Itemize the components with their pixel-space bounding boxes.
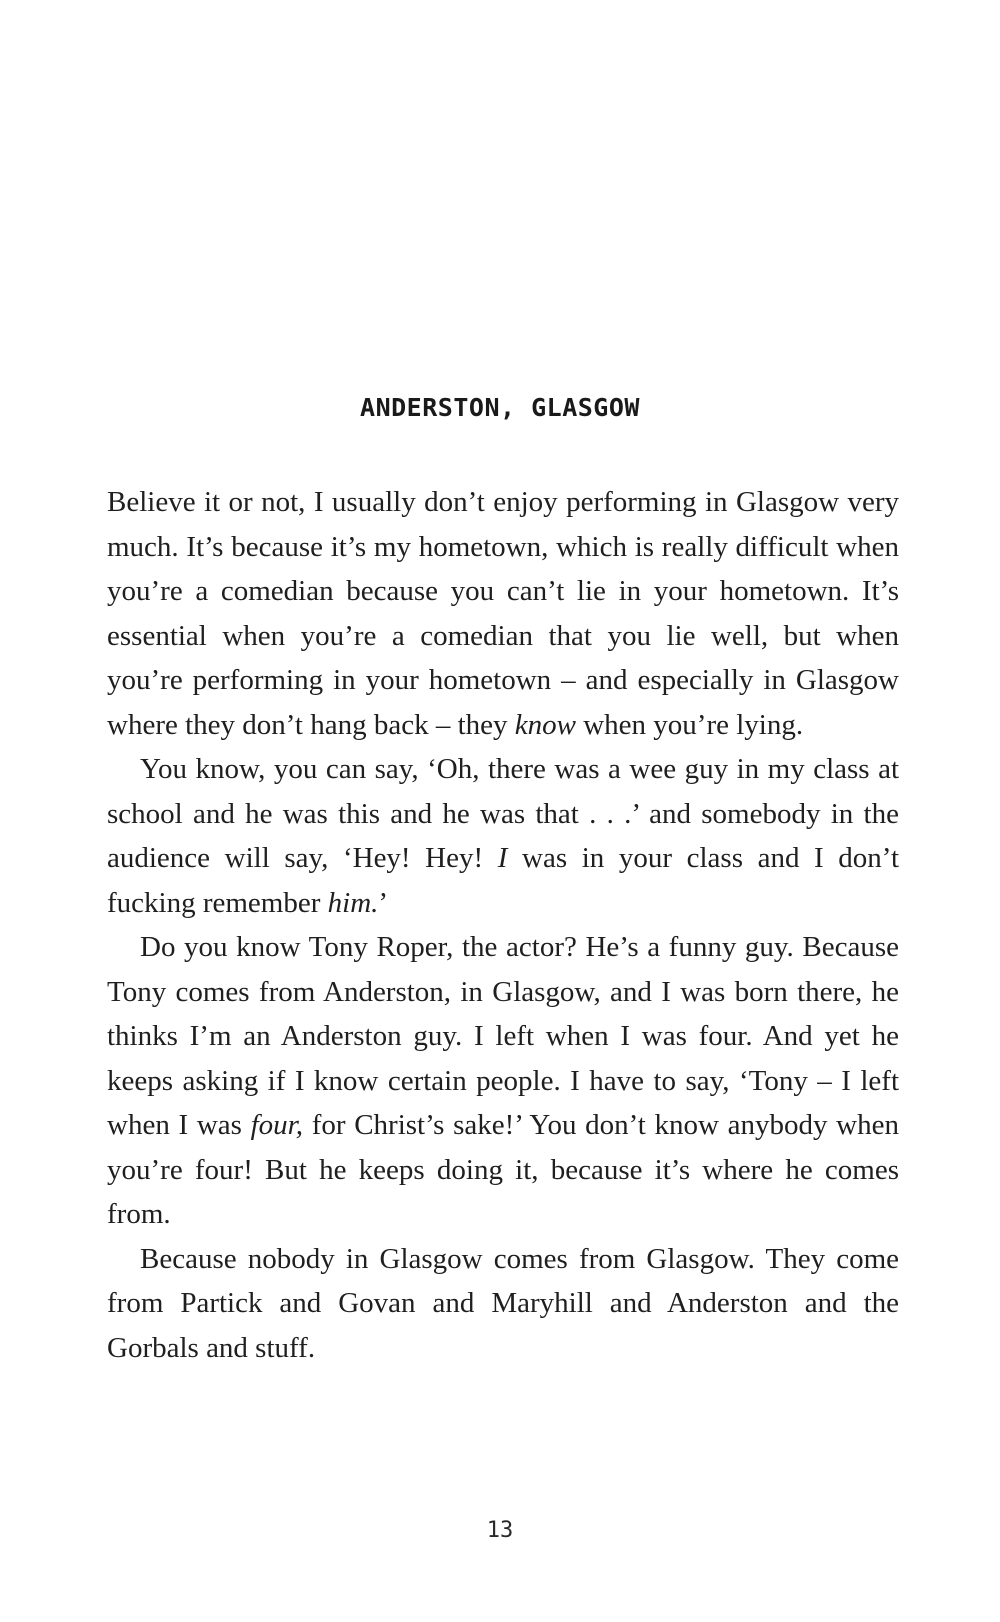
paragraph xyxy=(107,1237,899,1371)
text-segment: Because nobody in Glasgow comes from Glasgow. They come from Partick and Govan and Maryhill and Anderston and the Gorbals and stuff. xyxy=(107,1242,899,1364)
text-segment: for Christ’s sake!’ You don’t know anybody when you’re four! But he keeps doing it, because it’s where he comes from. xyxy=(107,1109,900,1230)
paragraph xyxy=(107,925,899,1237)
text-segment: Do you know Tony Roper, the actor? He’s a funny guy. Because Tony comes from Anderston, in Glasgow, and I was born there, he thinks I’m an Anderston guy. I left when I was four. And yet he keeps asking if I know certain people. I have to say, ‘Tony – I left when I was xyxy=(107,931,899,1141)
italic-text-segment: him. xyxy=(327,886,379,919)
text-segment: ’ xyxy=(378,886,389,919)
chapter-title: ANDERSTON, GLASGOW xyxy=(360,393,640,422)
paragraph xyxy=(107,747,899,925)
text-segment: was in your class and I don’t fucking remember xyxy=(107,842,899,919)
paragraph xyxy=(107,480,899,747)
text-segment: when you’re lying. xyxy=(575,708,804,741)
text-segment: You know, you can say, ‘Oh, there was a wee guy in my class at school and he was this and he was that . . .’ and somebody in the audience will say, ‘Hey! Hey! xyxy=(107,753,899,874)
italic-text-segment: I xyxy=(497,842,508,874)
italic-text-segment: know xyxy=(514,708,576,741)
text-segment: Believe it or not, I usually don’t enjoy performing in Glasgow very much. It’s because it’s my hometown, which is really difficult when you’re a comedian because you can’t lie in your hometown. It’s essential when you’re a comedian that you lie well, but when you’re performing in your hometown – and especially in Glasgow where they don’t hang back – they xyxy=(107,486,899,741)
body-text xyxy=(107,480,899,1370)
page-number: 13 xyxy=(486,1518,514,1543)
italic-text-segment: four, xyxy=(250,1109,304,1141)
